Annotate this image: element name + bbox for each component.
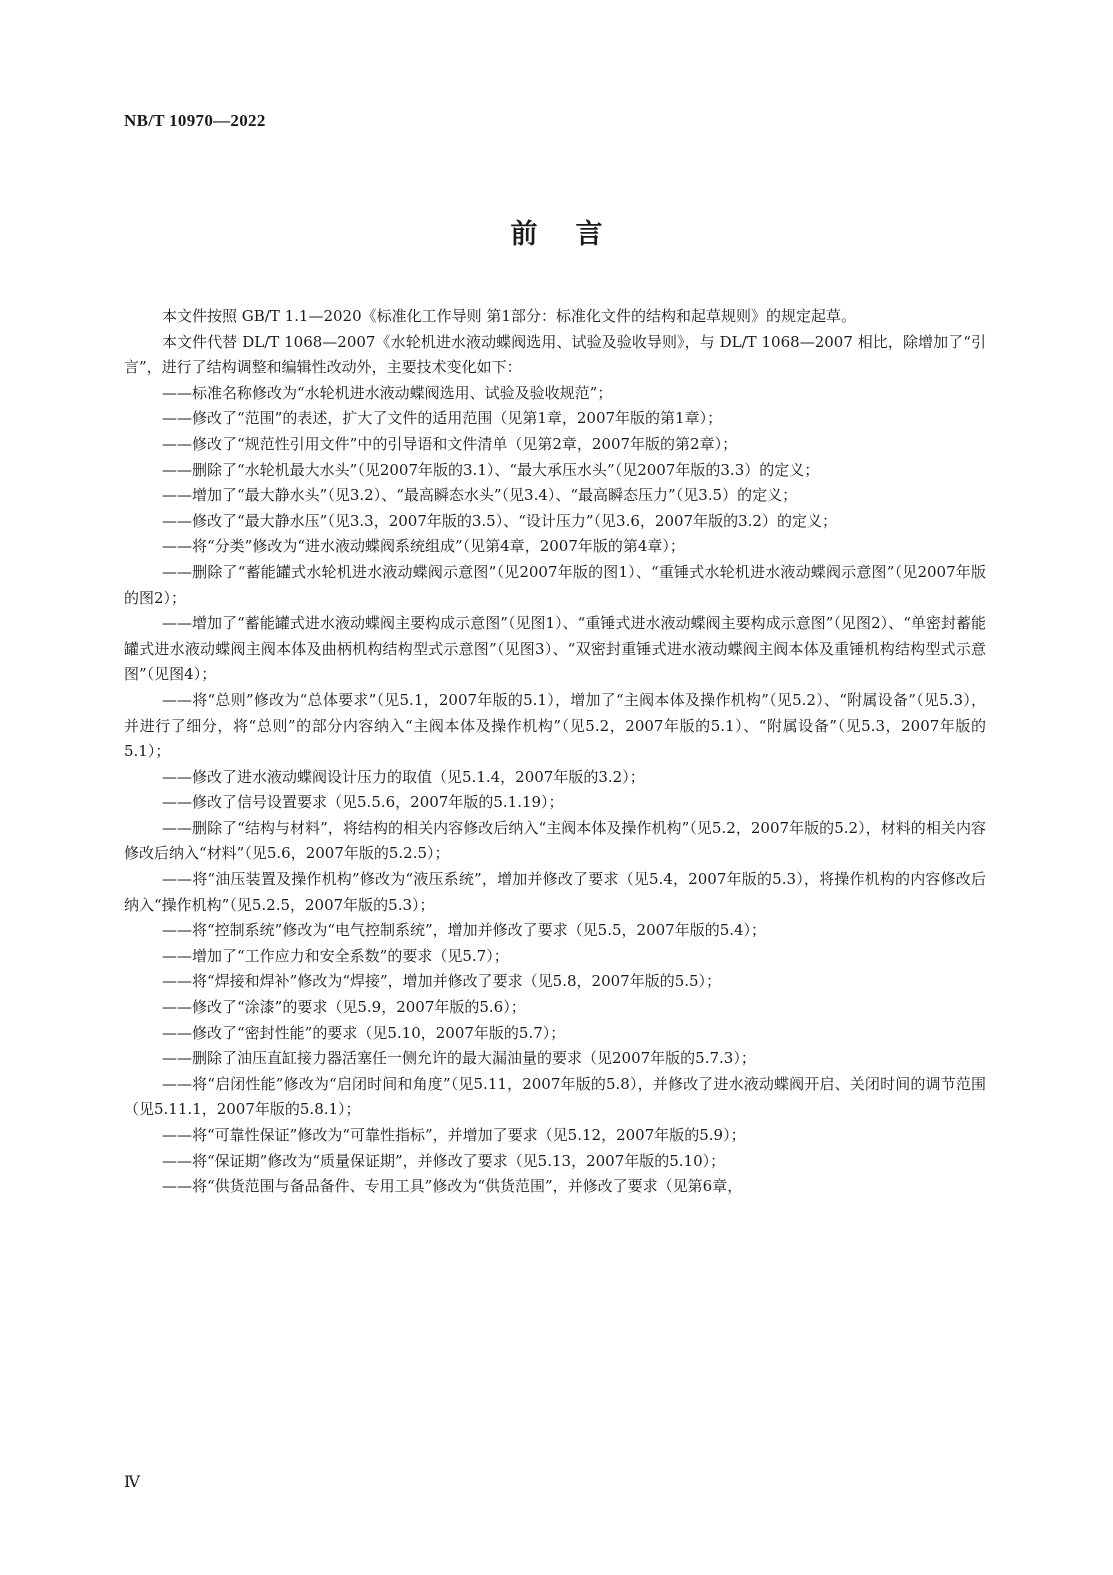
list-item: ——修改了“范围”的表述，扩大了文件的适用范围（见第1章，2007年版的第1章）； xyxy=(162,409,723,428)
list-item: ——删除了“水轮机最大水头”（见2007年版的3.1）、“最大承压水头”（见2007年版的3.3）的定义； xyxy=(162,460,820,479)
list-item: ——增加了“最大静水头”（见3.2）、“最高瞬态水头”（见3.4）、“最高瞬态压力”（见3.5）的定义； xyxy=(162,486,798,505)
list-item: ——将“焊接和焊补”修改为“焊接”，增加并修改了要求（见5.8，2007年版的5.5）； xyxy=(162,972,722,991)
list-item: ——修改了“涂漆”的要求（见5.9，2007年版的5.6）； xyxy=(162,998,526,1017)
list-item: ——修改了进水液动蝶阀设计压力的取值（见5.1.4，2007年版的3.2）； xyxy=(162,767,645,786)
list-item: ——删除了油压直缸接力器活塞任一侧允许的最大漏油量的要求（见2007年版的5.7.3）； xyxy=(162,1049,756,1068)
list-item: ——将“可靠性保证”修改为“可靠性指标”，并增加了要求（见5.12，2007年版的5.9）； xyxy=(162,1126,746,1144)
paragraph: 本文件按照 GB/T 1.1—2020《标准化工作导则 第1部分：标准化文件的结构和起草规则》的规定起草。 xyxy=(162,307,856,325)
list-item: ——修改了“密封性能”的要求（见5.10，2007年版的5.7）； xyxy=(162,1023,566,1042)
foreword-body xyxy=(124,304,986,1200)
list-item: ——增加了“蓄能罐式进水液动蝶阀主要构成示意图”（见图1）、“重锤式进水液动蝶阀主要构成示意图”（见图2）、“单密封蓄能罐式进水液动蝶阀主阀本体及曲柄机构结构型式示意图”（见图3）、“双密封重锤式进水液动蝶阀主阀本体及重锤机构结构型式示意图”（见图4）； xyxy=(124,614,986,684)
list-item: ——删除了“结构与材料”，将结构的相关内容修改后纳入“主阀本体及操作机构”（见5.2，2007年版的5.2），材料的相关内容修改后纳入“材料”（见5.6，2007年版的5.2.5）； xyxy=(124,818,986,863)
list-item: ——将“总则”修改为“总体要求”（见5.1，2007年版的5.1），增加了“主阀本体及操作机构”（见5.2）、“附属设备”（见5.3），并进行了细分，将“总则”的部分内容纳入“主阀本体及操作机构”（见5.2，2007年版的5.1）、“附属设备”（见5.3，2007年版的5.1）； xyxy=(124,690,986,761)
list-item: ——增加了“工作应力和安全系数”的要求（见5.7）； xyxy=(162,946,509,965)
list-item: ——将“控制系统”修改为“电气控制系统”，增加并修改了要求（见5.5，2007年版的5.4）； xyxy=(162,921,767,940)
list-item: ——标准名称修改为“水轮机进水液动蝶阀选用、试验及验收规范”； xyxy=(162,383,613,402)
document-code: NB/T 10970—2022 xyxy=(124,111,266,130)
list-item: ——删除了“蓄能罐式水轮机进水液动蝶阀示意图”（见2007年版的图1）、“重锤式水轮机进水液动蝶阀示意图”（见2007年版的图2）； xyxy=(124,562,986,607)
list-item: ——将“分类”修改为“进水液动蝶阀系统组成”（见第4章，2007年版的第4章）； xyxy=(162,537,685,556)
list-item: ——将“启闭性能”修改为“启闭时间和角度”（见5.11，2007年版的5.8），并修改了进水液动蝶阀开启、关闭时间的调节范围（见5.11.1，2007年版的5.8.1）； xyxy=(124,1074,986,1119)
list-item: ——修改了“规范性引用文件”中的引导语和文件清单（见第2章，2007年版的第2章）； xyxy=(162,434,738,453)
list-item: ——修改了信号设置要求（见5.5.6，2007年版的5.1.19）； xyxy=(162,793,564,812)
list-item: ——修改了“最大静水压”（见3.3，2007年版的3.5）、“设计压力”（见3.6，2007年版的3.2）的定义； xyxy=(162,511,837,530)
page-number: Ⅳ xyxy=(124,1474,140,1491)
list-item: ——将“供货范围与备品备件、专用工具”修改为“供货范围”，并修改了要求（见第6章， xyxy=(162,1177,743,1196)
list-item: ——将“油压装置及操作机构”修改为“液压系统”，增加并修改了要求（见5.4，2007年版的5.3），将操作机构的内容修改后纳入“操作机构”（见5.2.5，2007年版的5.3）； xyxy=(124,870,986,914)
paragraph: 本文件代替 DL/T 1068—2007《水轮机进水液动蝶阀选用、试验及验收导则》，与 DL/T 1068—2007 相比，除增加了“引言”，进行了结构调整和编辑性改动外，主要技术变化如下： xyxy=(124,332,986,377)
list-item: ——将“保证期”修改为“质量保证期”，并修改了要求（见5.13，2007年版的5.10）； xyxy=(162,1151,726,1170)
page-title: 前言 xyxy=(510,219,641,250)
